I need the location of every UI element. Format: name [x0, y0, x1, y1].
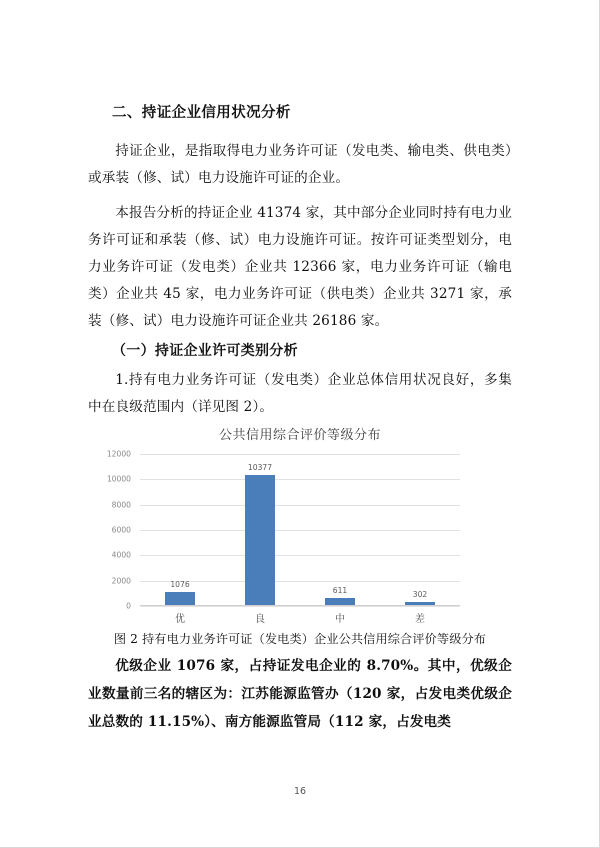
bar-group	[140, 454, 220, 625]
chart-plot-area	[106, 449, 460, 625]
x-axis-category-label: 优	[175, 614, 185, 625]
bar-group	[380, 454, 460, 625]
bar	[245, 475, 275, 606]
paragraph-definition: 持证企业，是指取得电力业务许可证（发电类、输电类、供电类）或承装（修、试）电力设施许可证的企业。	[88, 143, 512, 186]
paragraph-statistics: 本报告分析的持证企业 41374 家，其中部分企业同时持有电力业务许可证和承装（修、试）电力设施许可证。按许可证类型划分，电力业务许可证（发电类）企业共 12366 家，电力业务许可证（输电类）企业共 45 家，电力业务许可证（供电类）企业共 3271 家，承装（修、试）电力设施许可证企业共 26186 家。	[88, 205, 512, 329]
bar-group	[300, 454, 380, 625]
subsection-heading: （一）持证企业许可类别分析	[112, 343, 298, 359]
y-axis-tick-label: 6000	[111, 525, 131, 535]
section-heading: 二、持证企业信用状况分析	[112, 104, 291, 121]
figure-bar-chart	[88, 424, 512, 636]
y-axis-tick-label: 12000	[106, 449, 131, 459]
figure-caption: 图 2 持有电力业务许可证（发电类）企业公共信用综合评价等级分布	[113, 632, 487, 646]
chart-x-axis-line	[140, 605, 460, 606]
chart-title: 公共信用综合评价等级分布	[218, 428, 381, 443]
gridline	[140, 606, 460, 607]
y-axis-tick-label: 10000	[106, 474, 131, 484]
y-axis-tick-label: 0	[126, 601, 131, 611]
bar-group	[220, 454, 300, 625]
paragraph-credit-status: 1.持有电力业务许可证（发电类）企业总体信用状况良好，多集中在良级范围内（详见图 2）。	[88, 372, 512, 415]
bar-value-label: 611	[332, 586, 348, 596]
chart-bars	[140, 454, 460, 625]
x-axis-category-label: 良	[255, 614, 265, 625]
bar-value-label: 10377	[247, 462, 273, 472]
bar-value-label: 302	[412, 590, 428, 600]
y-axis-tick-label: 2000	[111, 576, 131, 586]
page-number: 16	[293, 786, 307, 797]
y-axis-tick-label: 8000	[111, 500, 131, 510]
x-axis-category-label: 中	[335, 614, 345, 625]
bar-value-label: 1076	[170, 580, 190, 590]
paragraph-excellent-enterprises: 优级企业 1076 家，占持证发电企业的 8.70%。其中，优级企业数量前三名的辖区为：江苏能源监管办（120 家，占发电类优级企业总数的 11.15%）、南方能源监管局（112 家，占发电类	[88, 658, 512, 730]
bar	[165, 592, 195, 606]
y-axis-tick-label: 4000	[111, 550, 131, 560]
x-axis-category-label: 差	[415, 614, 425, 625]
